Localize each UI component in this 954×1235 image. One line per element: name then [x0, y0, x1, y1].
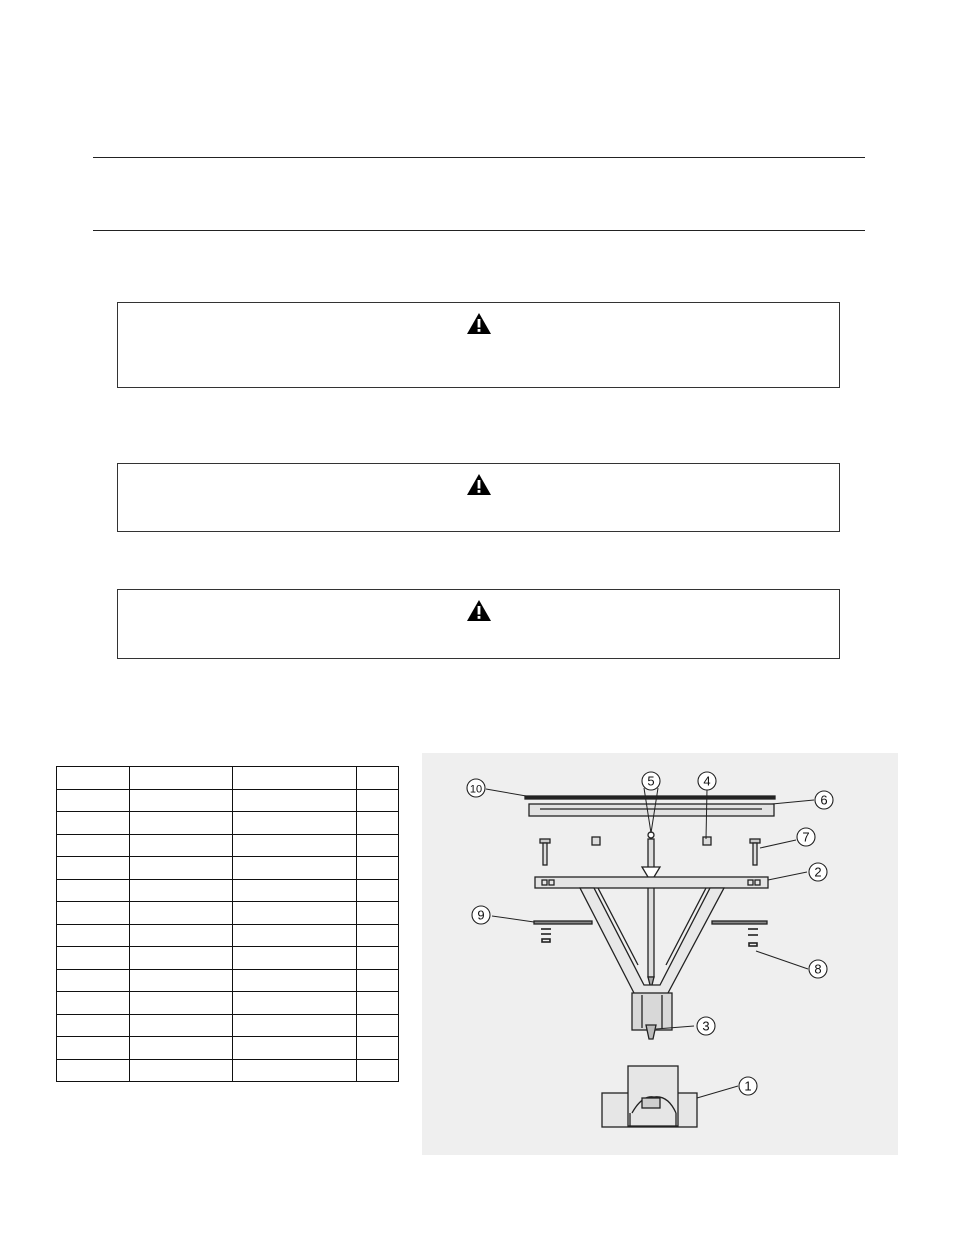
- callout-6-label: 6: [820, 792, 828, 808]
- header-rule-bottom: [93, 230, 865, 231]
- callout-2-label: 2: [814, 864, 822, 880]
- table-row: [57, 1014, 399, 1037]
- callout-7-label: 7: [802, 829, 810, 845]
- table-cell: [357, 947, 399, 970]
- table-row: [57, 879, 399, 902]
- table-row: [57, 812, 399, 835]
- table-cell: [57, 902, 130, 925]
- table-row: [57, 834, 399, 857]
- table-cell: [233, 1037, 357, 1060]
- callout-8-label: 8: [814, 961, 822, 977]
- part-10-gasket: [525, 796, 775, 799]
- table-cell: [57, 1059, 130, 1082]
- table-cell: [130, 992, 233, 1015]
- table-cell: [57, 992, 130, 1015]
- header-rule-top: [93, 157, 865, 158]
- table-cell: [357, 1037, 399, 1060]
- table-cell: [233, 857, 357, 880]
- part-2-frame: [535, 877, 768, 888]
- table-cell: [57, 789, 130, 812]
- table-cell: [130, 947, 233, 970]
- table-cell: [57, 857, 130, 880]
- table-row: [57, 992, 399, 1015]
- warning-box-1: [117, 302, 840, 388]
- table-row: [57, 1037, 399, 1060]
- table-cell: [57, 947, 130, 970]
- table-cell: [130, 767, 233, 790]
- table-cell: [233, 812, 357, 835]
- table-cell: [357, 812, 399, 835]
- table-cell: [130, 789, 233, 812]
- warning-triangle-icon: [467, 474, 491, 495]
- warning-triangle-icon: [467, 313, 491, 334]
- table-cell: [57, 1037, 130, 1060]
- callout-3-label: 3: [702, 1018, 710, 1034]
- table-cell: [357, 902, 399, 925]
- table-cell: [357, 834, 399, 857]
- table-cell: [130, 969, 233, 992]
- table-cell: [130, 1059, 233, 1082]
- table-cell: [130, 812, 233, 835]
- table-cell: [130, 1014, 233, 1037]
- table-cell: [57, 924, 130, 947]
- part-7-screw-left: [540, 839, 550, 865]
- callout-4-label: 4: [703, 773, 711, 789]
- table-row: [57, 789, 399, 812]
- exploded-parts-diagram: [422, 753, 898, 1155]
- table-cell: [130, 1037, 233, 1060]
- table-cell: [357, 992, 399, 1015]
- table-cell: [57, 767, 130, 790]
- parts-list-table: [56, 766, 399, 1082]
- table-cell: [57, 969, 130, 992]
- table-cell: [357, 767, 399, 790]
- table-row: [57, 767, 399, 790]
- table-cell: [57, 812, 130, 835]
- table-cell: [130, 857, 233, 880]
- table-cell: [57, 834, 130, 857]
- table-cell: [233, 767, 357, 790]
- table-cell: [130, 834, 233, 857]
- table-cell: [233, 902, 357, 925]
- table-cell: [233, 789, 357, 812]
- table-cell: [130, 879, 233, 902]
- table-cell: [357, 924, 399, 947]
- callout-9-label: 9: [477, 907, 485, 923]
- warning-box-3: [117, 589, 840, 659]
- table-cell: [233, 1014, 357, 1037]
- table-row: [57, 969, 399, 992]
- warning-box-2: [117, 463, 840, 532]
- table-cell: [233, 947, 357, 970]
- table-cell: [357, 1059, 399, 1082]
- table-row: [57, 947, 399, 970]
- table-cell: [57, 1014, 130, 1037]
- table-cell: [233, 992, 357, 1015]
- part-9-rail-right: [712, 921, 767, 924]
- table-cell: [57, 879, 130, 902]
- table-cell: [233, 924, 357, 947]
- table-row: [57, 857, 399, 880]
- parts-list-body: [57, 767, 399, 1082]
- table-cell: [357, 857, 399, 880]
- warning-triangle-icon: [467, 600, 491, 621]
- part-1-base-fitting: [602, 1066, 697, 1127]
- table-cell: [130, 902, 233, 925]
- table-cell: [357, 969, 399, 992]
- table-row: [57, 924, 399, 947]
- callout-10-label: 10: [469, 783, 483, 796]
- table-cell: [233, 834, 357, 857]
- part-3-nozzle: [646, 1025, 656, 1039]
- table-cell: [357, 789, 399, 812]
- part-7-screw-right: [750, 839, 760, 865]
- table-cell: [233, 879, 357, 902]
- table-cell: [357, 879, 399, 902]
- table-row: [57, 902, 399, 925]
- part-4-clip-right: [703, 837, 711, 845]
- part-9-rail-left: [534, 921, 592, 924]
- callout-1-label: 1: [744, 1078, 752, 1094]
- table-cell: [357, 1014, 399, 1037]
- callout-5-label: 5: [647, 773, 655, 789]
- table-cell: [130, 924, 233, 947]
- part-8-washers-right: [748, 929, 758, 946]
- part-6-cover: [529, 804, 774, 816]
- exploded-parts-drawing: [422, 753, 898, 1155]
- table-cell: [233, 969, 357, 992]
- part-5-probe: [642, 832, 660, 989]
- table-cell: [233, 1059, 357, 1082]
- table-row: [57, 1059, 399, 1082]
- part-4-clip-left: [592, 837, 600, 845]
- part-8-washers-left: [541, 929, 551, 942]
